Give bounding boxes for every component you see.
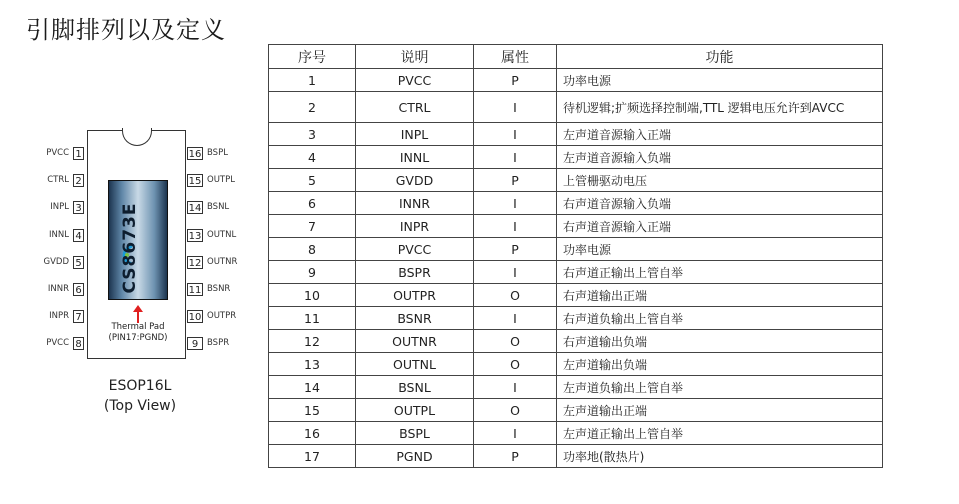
cell-attr: I (474, 215, 557, 238)
left-pin-label: INPR (49, 311, 69, 322)
table-row (269, 92, 883, 123)
thermal-arrow-icon (133, 305, 143, 323)
table-row (269, 261, 883, 284)
cell-attr: I (474, 192, 557, 215)
thermal-pad-label (92, 322, 184, 344)
right-pin-number: 12 (188, 257, 202, 269)
pin-table (268, 44, 883, 468)
table-row (269, 353, 883, 376)
cell-func: 待机逻辑;扩频选择控制端,TTL 逻辑电压允许到AVCC (557, 92, 883, 123)
cell-attr: I (474, 376, 557, 399)
left-pin-number: 4 (73, 229, 84, 242)
table-header-row (269, 45, 883, 69)
left-pin-number: 6 (73, 283, 84, 296)
cell-attr: O (474, 330, 557, 353)
right-pin-number: 13 (188, 230, 202, 242)
header-func: 功能 (557, 45, 883, 69)
cell-no: 2 (269, 92, 356, 123)
right-pin-label: BSNR (207, 284, 231, 294)
left-pin-label: GVDD (43, 256, 69, 267)
cell-name: OUTNR (356, 330, 474, 353)
cell-name: PVCC (356, 238, 474, 261)
package-label (90, 376, 190, 416)
package-name: ESOP16L (108, 378, 172, 394)
cell-func: 左声道输出正端 (557, 399, 883, 422)
table-row (269, 284, 883, 307)
cell-attr: O (474, 353, 557, 376)
cell-no: 7 (269, 215, 356, 238)
left-pin-label: INNL (49, 229, 69, 240)
cell-name: OUTNL (356, 353, 474, 376)
cell-name: INPR (356, 215, 474, 238)
cell-name: INPL (356, 123, 474, 146)
cell-name: PGND (356, 445, 474, 468)
cell-no: 1 (269, 69, 356, 92)
right-pin-number: 14 (188, 203, 202, 215)
header-name: 说明 (356, 45, 474, 69)
right-pin-label: OUTPL (207, 175, 235, 186)
cell-no: 15 (269, 399, 356, 422)
header-attr: 属性 (474, 45, 557, 69)
right-pin-label: BSPR (207, 338, 230, 349)
right-pin-number: 11 (188, 285, 202, 296)
cell-name: INNL (356, 146, 474, 169)
table-row (269, 238, 883, 261)
right-pin-label: OUTNR (207, 256, 238, 267)
cell-attr: O (474, 284, 557, 307)
cell-no: 6 (269, 192, 356, 215)
cell-no: 9 (269, 261, 356, 284)
cell-no: 5 (269, 169, 356, 192)
table-row (269, 123, 883, 146)
right-pin-number: 9 (187, 337, 203, 350)
cell-attr: I (474, 92, 557, 123)
cell-func: 右声道负输出上管自举 (557, 307, 883, 330)
left-pin-label: PVCC (46, 148, 69, 158)
cell-no: 8 (269, 238, 356, 261)
cell-name: BSNL (356, 376, 474, 399)
cell-name: PVCC (356, 69, 474, 92)
cell-no: 3 (269, 123, 356, 146)
cell-func: 上管栅驱动电压 (557, 169, 883, 192)
right-pin-number: 16 (188, 149, 202, 160)
table-row (269, 399, 883, 422)
left-pin-number: 5 (73, 256, 84, 269)
right-pin-number: 15 (188, 176, 202, 188)
cell-no: 16 (269, 422, 356, 445)
cell-func: 左声道音源输入正端 (557, 123, 883, 146)
cell-name: INNR (356, 192, 474, 215)
cell-func: 功率电源 (557, 238, 883, 261)
cell-func: 功率电源 (557, 69, 883, 92)
cell-no: 11 (269, 307, 356, 330)
table-row (269, 376, 883, 399)
cell-attr: P (474, 169, 557, 192)
table-row (269, 146, 883, 169)
thermal-pad-line2: (PIN17:PGND) (108, 333, 168, 343)
cell-no: 17 (269, 445, 356, 468)
cell-func: 右声道音源输入负端 (557, 192, 883, 215)
cell-attr: I (474, 146, 557, 169)
cell-name: BSNR (356, 307, 474, 330)
cell-attr: P (474, 238, 557, 261)
cell-attr: I (474, 123, 557, 146)
cell-func: 左声道输出负端 (557, 353, 883, 376)
cell-func: 右声道音源输入正端 (557, 215, 883, 238)
header-no: 序号 (269, 45, 356, 69)
left-pin-number: 2 (73, 174, 84, 187)
left-pin-label: CTRL (47, 175, 69, 186)
right-pin-label: BSNL (207, 202, 230, 213)
thermal-pad-line1: Thermal Pad (111, 322, 165, 332)
table-row (269, 307, 883, 330)
cell-name: BSPL (356, 422, 474, 445)
chip-marking: CS8673E (120, 202, 140, 294)
left-pin-number: 3 (73, 201, 84, 214)
table-row (269, 422, 883, 445)
right-pin-label: OUTNL (207, 229, 237, 240)
right-pin-label: OUTPR (207, 311, 237, 322)
cell-func: 右声道正输出上管自举 (557, 261, 883, 284)
cell-no: 13 (269, 353, 356, 376)
table-row (269, 69, 883, 92)
cell-func: 功率地(散热片) (557, 445, 883, 468)
package-view: (Top View) (103, 398, 177, 414)
cell-func: 右声道输出正端 (557, 284, 883, 307)
right-pin-label: BSPL (207, 148, 228, 158)
cell-attr: I (474, 307, 557, 330)
left-pin-label: INPL (50, 202, 69, 213)
table-row (269, 215, 883, 238)
table-row (269, 192, 883, 215)
left-pin-label: PVCC (46, 338, 69, 349)
cell-attr: I (474, 422, 557, 445)
right-pin-number: 10 (188, 312, 202, 324)
cell-attr: P (474, 69, 557, 92)
table-row (269, 445, 883, 468)
cell-attr: O (474, 399, 557, 422)
cell-attr: I (474, 261, 557, 284)
cell-no: 10 (269, 284, 356, 307)
cell-no: 12 (269, 330, 356, 353)
page-title: 引脚排列以及定义 (26, 16, 226, 44)
cell-func: 左声道音源输入负端 (557, 146, 883, 169)
cell-func: 右声道输出负端 (557, 330, 883, 353)
cell-no: 4 (269, 146, 356, 169)
table-row (269, 330, 883, 353)
left-pin-number: 7 (73, 310, 84, 323)
cell-attr: P (474, 445, 557, 468)
cell-name: OUTPR (356, 284, 474, 307)
left-pin-label: INNR (47, 284, 69, 294)
cell-name: CTRL (356, 92, 474, 123)
left-pin-number: 1 (73, 147, 84, 160)
table-row (269, 169, 883, 192)
cell-func: 左声道负输出上管自举 (557, 376, 883, 399)
cell-no: 14 (269, 376, 356, 399)
cell-name: GVDD (356, 169, 474, 192)
left-pin-number: 8 (73, 337, 84, 350)
cell-func: 左声道正输出上管自举 (557, 422, 883, 445)
cell-name: BSPR (356, 261, 474, 284)
cell-name: OUTPL (356, 399, 474, 422)
